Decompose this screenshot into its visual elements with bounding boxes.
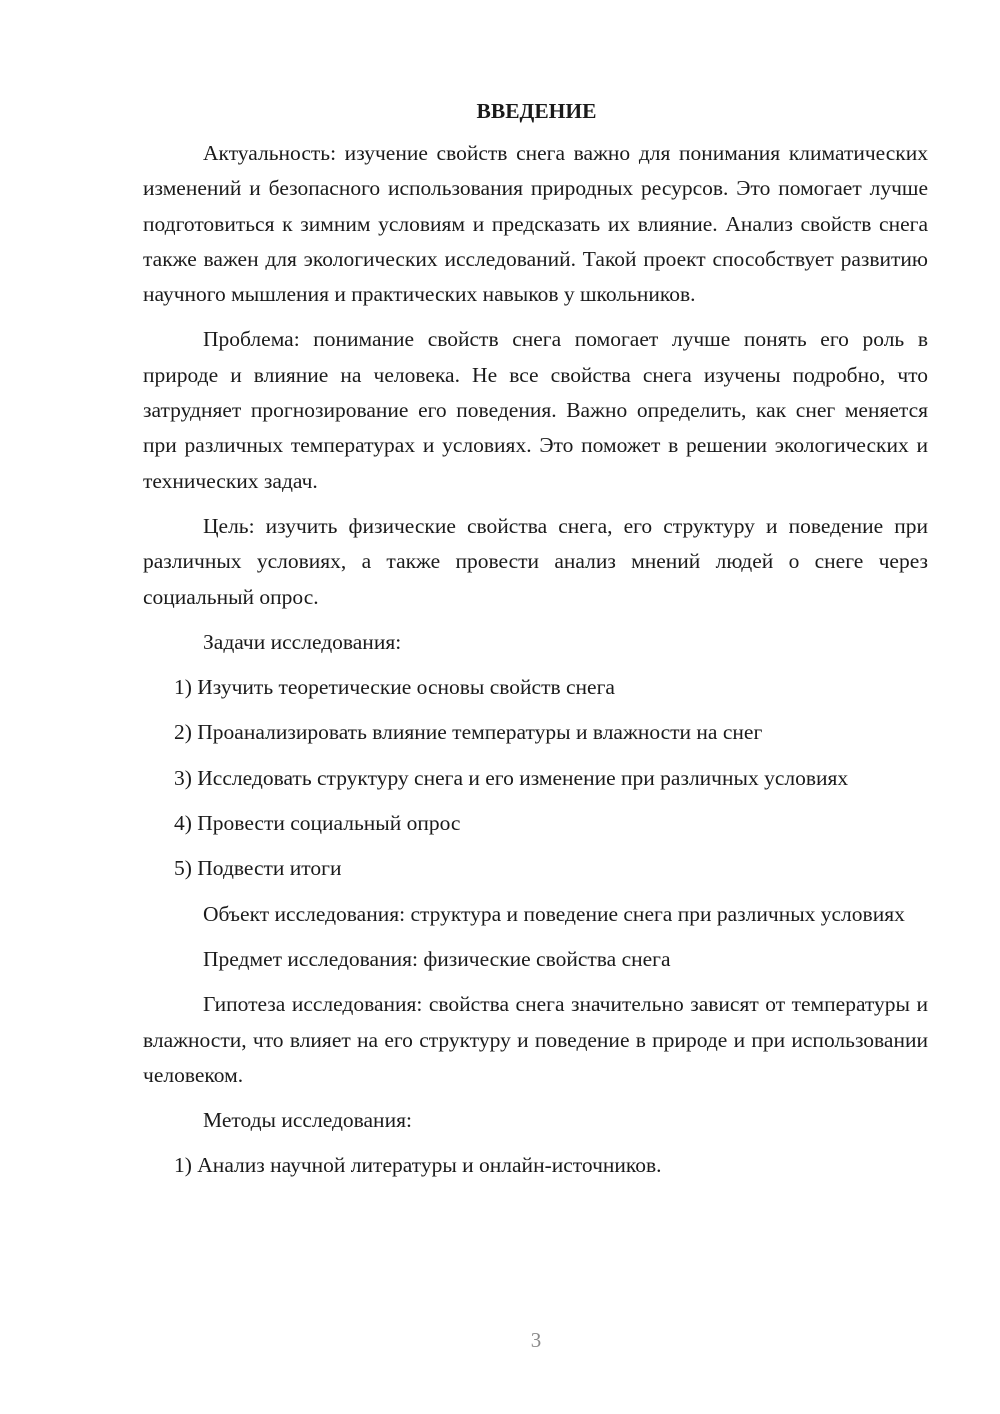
task-item: 1) Изучить теоретические основы свойств снега <box>174 675 615 700</box>
subject-paragraph: Предмет исследования: физические свойства снега <box>203 946 671 971</box>
task-item: 5) Подвести итоги <box>174 856 342 881</box>
goal-paragraph: Цель: изучить физические свойства снега, его структуру и поведение при различных условиях, а также провести анализ мнений людей о снеге через социальный опрос. <box>143 513 928 609</box>
methods-heading: Методы исследования: <box>203 1108 412 1133</box>
task-item: 2) Проанализировать влияние температуры и влажности на снег <box>174 720 763 745</box>
page-number: 3 <box>530 1328 542 1352</box>
relevance-paragraph: Актуальность: изучение свойств снега важно для понимания климатических изменений и безопасного использования природных ресурсов. Это помогает лучше подготовиться к зимним условиям и предсказать их влияние. Анализ свойств снега также важен для экологических исследований. Такой проект способствует развитию научного мышления и практических навыков у школьников. <box>143 141 928 307</box>
tasks-heading: Задачи исследования: <box>203 629 402 654</box>
object-paragraph: Объект исследования: структура и поведение снега при различных условиях <box>203 901 905 926</box>
task-item: 4) Провести социальный опрос <box>174 811 461 836</box>
task-item: 3) Исследовать структуру снега и его изменение при различных условиях <box>174 765 849 790</box>
document-page <box>143 96 928 1194</box>
hypothesis-paragraph: Гипотеза исследования: свойства снега значительно зависят от температуры и влажности, что влияет на его структуру и поведение в природе и при использовании человеком. <box>143 992 928 1087</box>
problem-paragraph: Проблема: понимание свойств снега помогает лучше понять его роль в природе и влияние на человека. Не все свойства снега изучены подробно, что затрудняет прогнозирование его поведения. Важно определить, как снег меняется при различных температурах и условиях. Это поможет в решении экологических и технических задач. <box>143 327 928 493</box>
method-item: 1) Анализ научной литературы и онлайн-источников. <box>174 1153 662 1178</box>
page-title: ВВЕДЕНИЕ <box>476 99 597 123</box>
